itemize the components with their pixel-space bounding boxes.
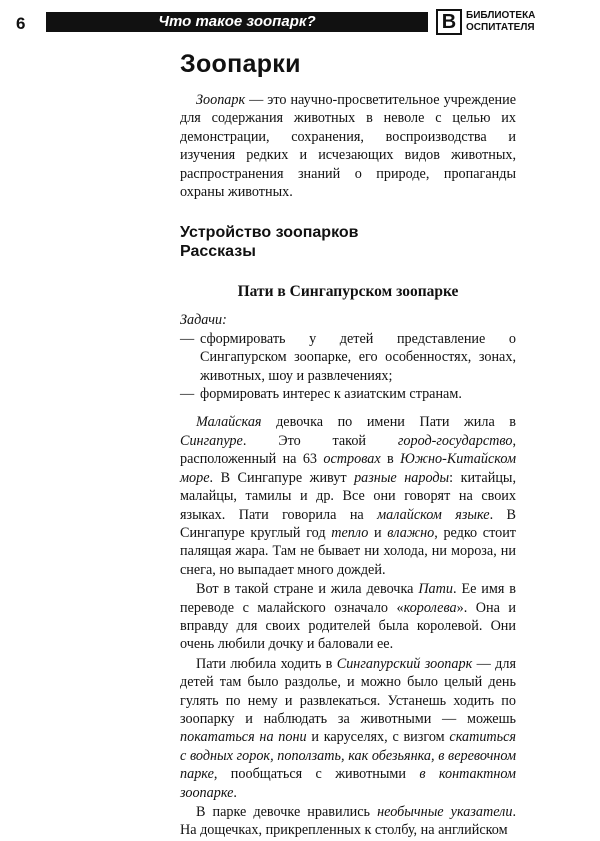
tasks-label: Задачи:: [180, 312, 227, 329]
story-title: Пати в Сингапурском зоопарке: [237, 283, 459, 301]
emphasis-text: королева: [403, 599, 457, 616]
emphasis-text: в контактном зоопарке: [180, 766, 516, 801]
body-text: . Это такой: [242, 432, 398, 449]
series-title-line1: БИБЛИОТЕКА: [466, 10, 536, 21]
emphasis-text: островах: [323, 451, 381, 468]
body-text: . На дощечках, прикрепленных к столбу, на английском: [180, 804, 516, 839]
story-paragraph: [180, 413, 516, 579]
task-item: [180, 330, 516, 385]
page-number: 6: [16, 14, 26, 33]
emphasis-text: влажно: [387, 524, 435, 541]
body-text: Пати любила ходить в: [196, 655, 337, 672]
emphasis-text: Малайская: [196, 414, 262, 431]
emphasis-text: Пати: [418, 581, 453, 598]
emphasis-text: необычные указатели: [377, 804, 513, 820]
section-heading-line1: Устройство зоопарков: [180, 224, 359, 242]
chapter-title: Зоопарки: [180, 50, 301, 78]
emphasis-text: тепло: [331, 524, 369, 541]
definition-text: — это научно-просветительное учреждение для содержания животных в неволе с целью их демонстрации, сохранения, воспроизводства и изучения редких и исчезающих видов животных, распространения знаний о природе, пропаганды охраны животных.: [180, 92, 516, 201]
definition-paragraph: [180, 91, 516, 201]
task-item: [180, 385, 516, 403]
page-header: [8, 8, 588, 40]
page-content: [180, 44, 516, 841]
task-text: сформировать у детей представление о Сингапурском зоопарке, его особенностях, зонах, животных, шоу и развлечениях;: [200, 330, 516, 384]
story-text: [180, 413, 516, 839]
story-paragraph: [180, 655, 516, 802]
body-text: . Ее имя в переводе с малайского означало «: [180, 581, 516, 616]
body-text: , пообщаться с животными: [213, 766, 420, 783]
story-paragraph: [180, 803, 516, 840]
body-text: : китайцы, малайцы, тамилы и др. Все они говорят на своих языках. Пати говорила на: [180, 469, 516, 523]
emphasis-text: Сингапуре: [180, 432, 243, 449]
body-text: — для детей там было раздолье, и можно было целый день гулять по нему и развлекаться. Устанешь ходить по зоопарку и наблюдать за животными — можешь: [180, 655, 516, 727]
body-text: , редко стоит палящая жара. Там не бывает ни холода, ни мороза, ни снега, но выпадает много дождей.: [180, 524, 516, 578]
emphasis-text: покататься на пони: [180, 729, 307, 746]
story-paragraph: [180, 580, 516, 654]
task-text: формировать интерес к азиатским странам.: [200, 386, 462, 403]
definition-term: Зоопарк: [196, 92, 246, 108]
emphasis-text: город-государство: [397, 432, 513, 449]
body-text: Вот в такой стране и жила девочка: [196, 581, 419, 598]
body-text: . В Сингапуре круглый год: [180, 506, 516, 541]
emphasis-text: скатиться с водных горок, поползать, как обезьянка, в веревочном парке: [180, 729, 517, 783]
body-text: .: [233, 784, 237, 801]
body-text: девочка по имени Пати жила в: [261, 414, 516, 431]
body-text: В парке девочке нравились: [196, 804, 378, 820]
body-text: и: [368, 524, 388, 541]
series-title-line2: ОСПИТАТЕЛЯ: [466, 22, 535, 33]
task-dash: —: [180, 330, 195, 347]
body-text: и каруселях, с визгом: [306, 729, 450, 746]
body-text: . В Сингапуре живут: [209, 469, 355, 486]
section-heading: [180, 223, 516, 261]
emphasis-text: Сингапурский зоопарк: [336, 655, 473, 672]
series-logo-icon: В: [436, 9, 462, 35]
section-heading-line2: Рассказы: [180, 243, 256, 261]
emphasis-text: малайском языке: [377, 506, 490, 523]
series-title: [466, 10, 586, 34]
task-dash: —: [180, 386, 195, 403]
body-text: в: [380, 451, 401, 468]
body-text: ». Она и вправду для своих родителей была королевой. Они очень любили дочку и баловали ее.: [180, 599, 516, 653]
body-text: , расположенный на 63: [180, 432, 516, 468]
emphasis-text: разные народы: [354, 469, 450, 486]
running-title: Что такое зоопарк?: [46, 12, 428, 32]
emphasis-text: Южно-Китайском море: [180, 451, 516, 486]
